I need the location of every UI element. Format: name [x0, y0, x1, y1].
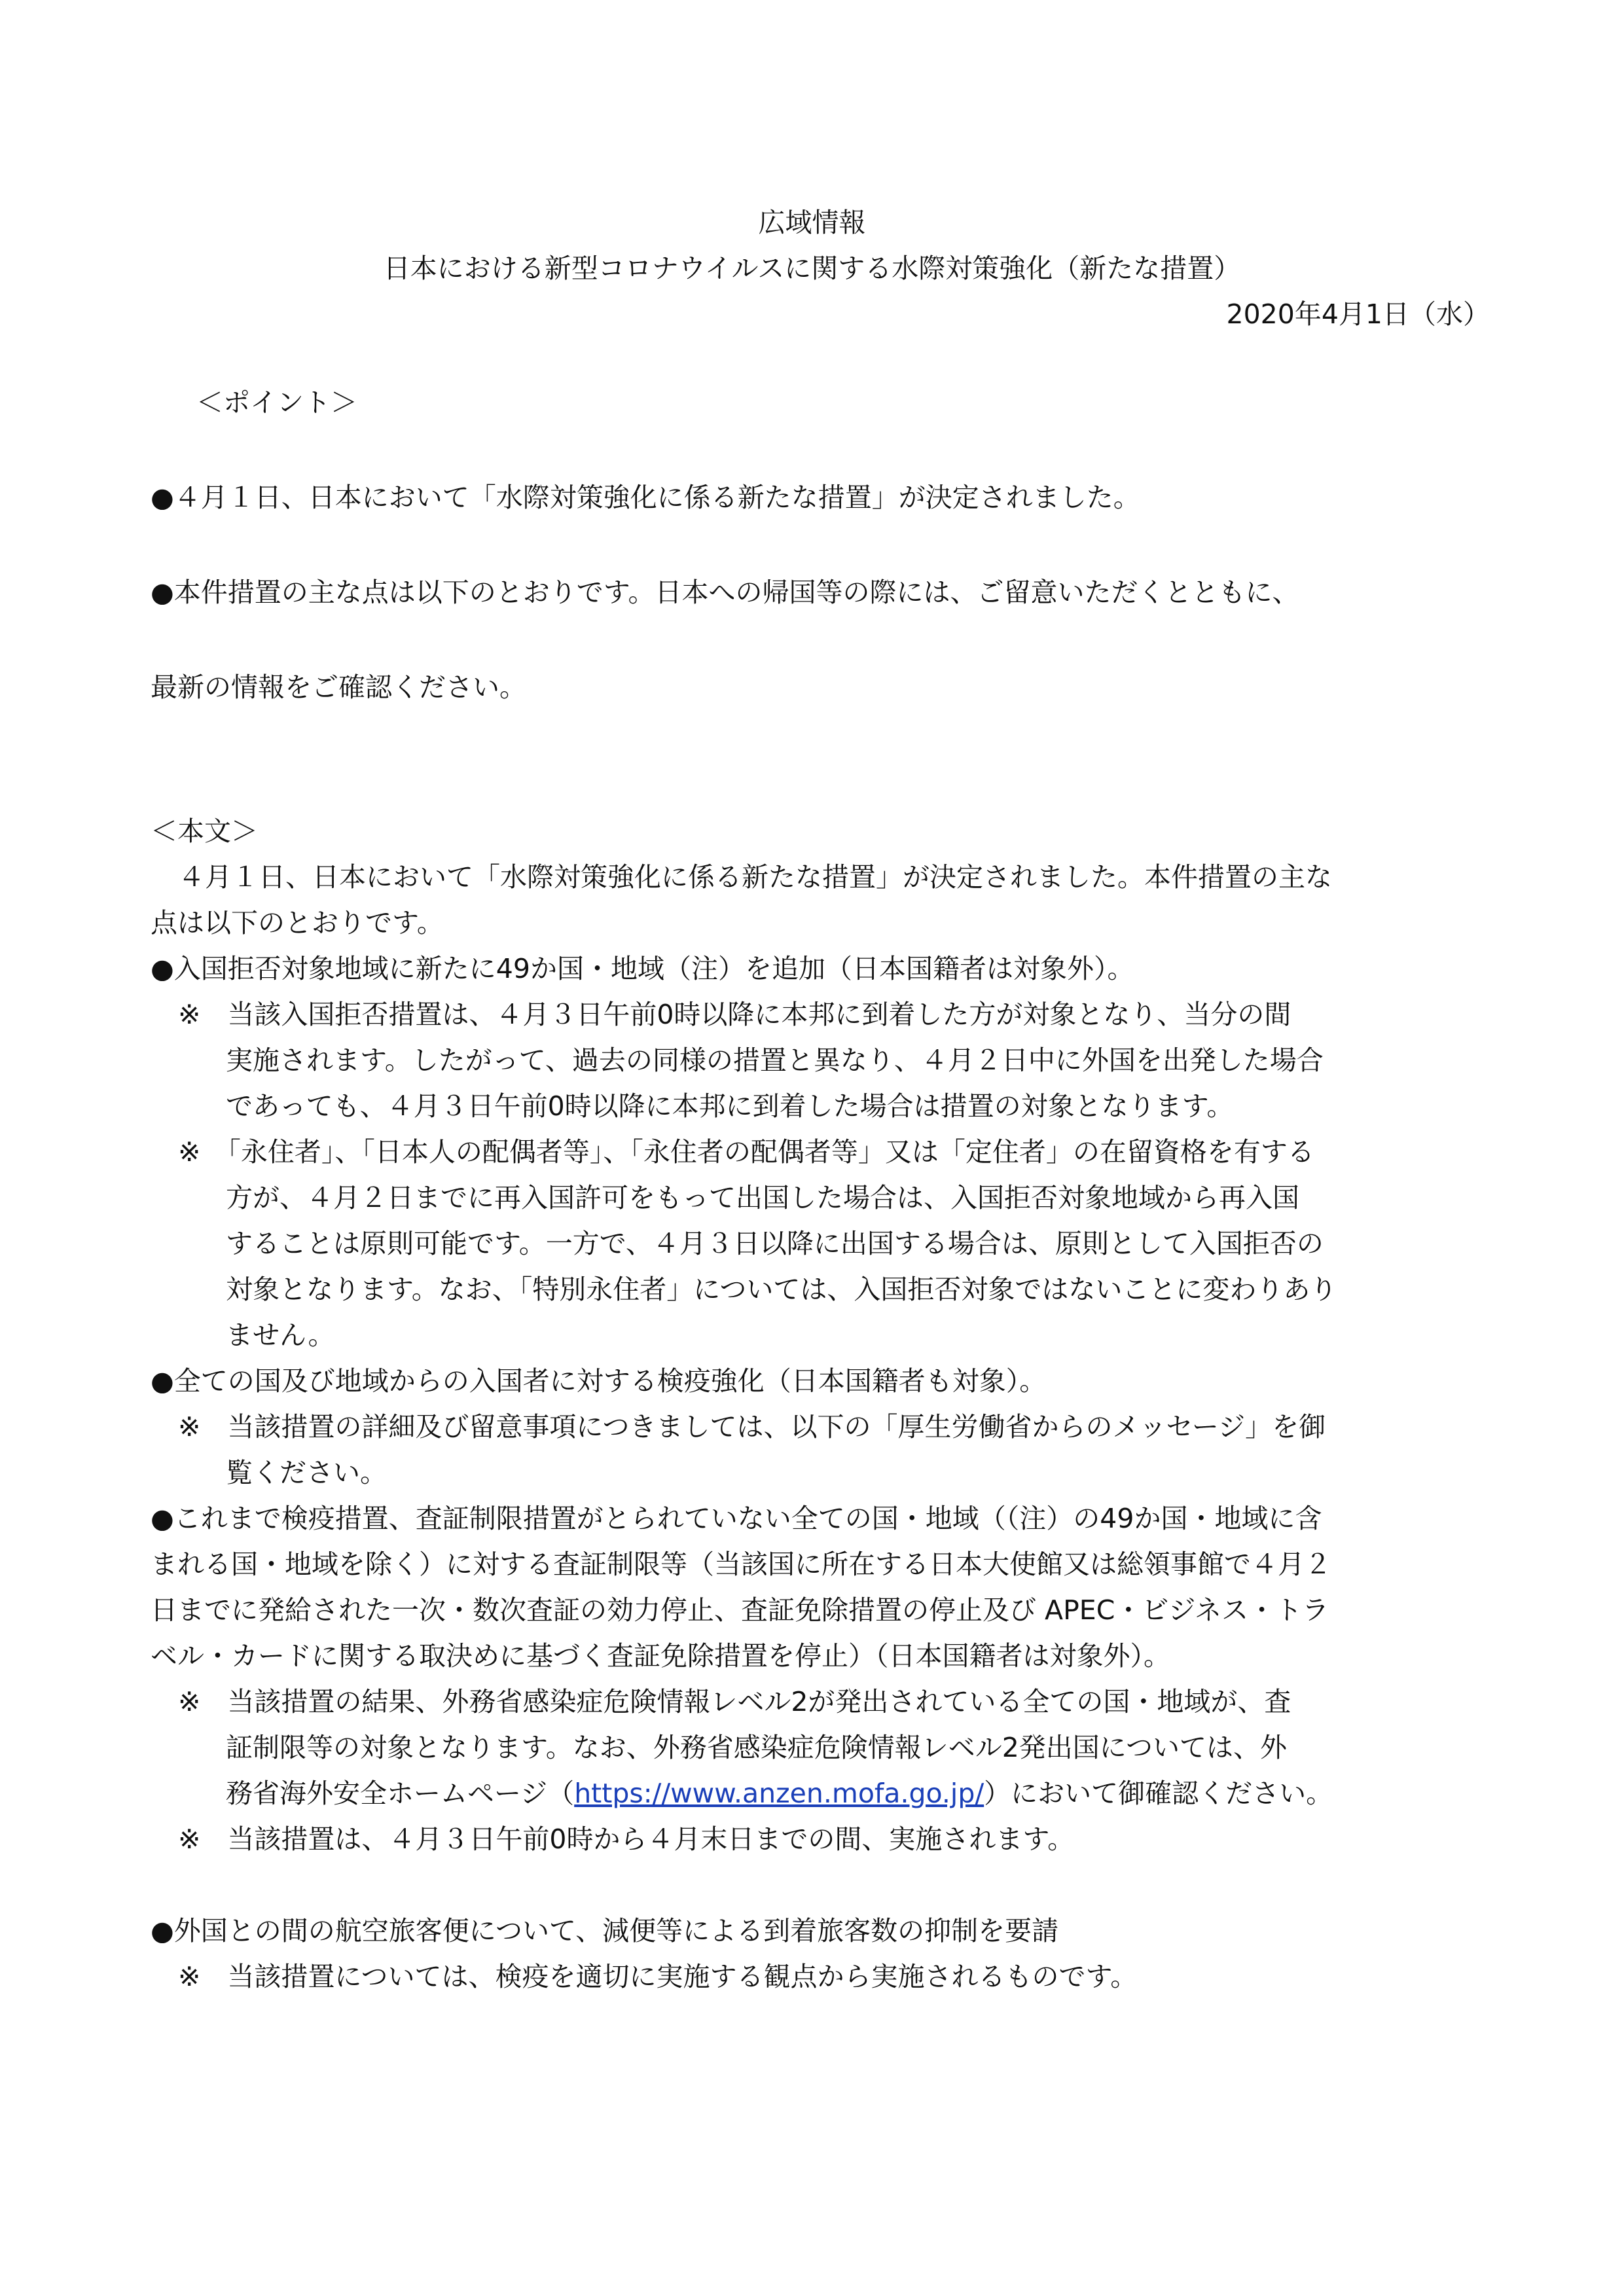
section-4-bullet: ●外国との間の航空旅客便について、減便等による到着旅客数の抑制を要請: [151, 1915, 1059, 1946]
section-2-bullet: ●全ての国及び地域からの入国者に対する検疫強化（日本国籍者も対象）。: [151, 1365, 1047, 1397]
points-item-1: ●４月１日、日本において「水際対策強化に係る新たな措置」が決定されました。: [151, 482, 1140, 513]
section-3-note-2: ※ 当該措置は、４月３日午前0時から４月末日までの間、実施されます。: [178, 1823, 1075, 1855]
document-category: 広域情報: [758, 207, 866, 238]
section-1-note-2-cont: ません。: [226, 1319, 335, 1351]
section-1-note-1: ※ 当該入国拒否措置は、４月３日午前0時以降に本邦に到着した方が対象となり、当分の間: [178, 999, 1291, 1030]
section-3-note-1-cont: [226, 1777, 1333, 1810]
document-title: 日本における新型コロナウイルスに関する水際対策強化（新たな措置）: [383, 253, 1241, 284]
section-3-note-1-text: 務省海外安全ホームページ（: [226, 1778, 575, 1809]
points-heading: ＜ポイント＞: [196, 387, 357, 418]
body-intro-line: 点は以下のとおりです。: [151, 907, 444, 939]
points-item-2: ●本件措置の主な点は以下のとおりです。日本への帰国等の際には、ご留意いただくとともに、: [151, 577, 1299, 608]
section-3-bullet-cont: ベル・カードに関する取決めに基づく査証免除措置を停止）（日本国籍者は対象外）。: [151, 1640, 1170, 1672]
section-1-note-2-cont: することは原則可能です。一方で、４月３日以降に出国する場合は、原則として入国拒否の: [226, 1228, 1324, 1259]
document-date: 2020年4月1日（水）: [1226, 298, 1490, 330]
section-1-note-2-cont: 方が、４月２日までに再入国許可をもって出国した場合は、入国拒否対象地域から再入国: [226, 1182, 1299, 1213]
section-2-note-1-cont: 覧ください。: [226, 1457, 387, 1488]
section-4-note-1: ※ 当該措置については、検疫を適切に実施する観点から実施されるものです。: [178, 1961, 1138, 1992]
section-3-bullet-cont: 日までに発給された一次・数次査証の効力停止、査証免除措置の停止及び APEC・ビジネス・トラ: [151, 1594, 1329, 1626]
section-1-note-2: ※ 「永住者」、「日本人の配偶者等」、「永住者の配偶者等」又は「定住者」の在留資格を有する: [178, 1136, 1314, 1168]
section-3-bullet: ●これまで検疫措置、査証制限措置がとられていない全ての国・地域（（注）の49か国・地域に含: [151, 1503, 1322, 1534]
section-1-note-1-cont: であっても、４月３日午前0時以降に本邦に到着した場合は措置の対象となります。: [226, 1090, 1234, 1122]
section-3-note-1: ※ 当該措置の結果、外務省感染症危険情報レベル2が発出されている全ての国・地域が、査: [178, 1686, 1291, 1717]
section-2-note-1: ※ 当該措置の詳細及び留意事項につきましては、以下の「厚生労働省からのメッセージ」を御: [178, 1411, 1326, 1443]
section-3-note-1-cont: 証制限等の対象となります。なお、外務省感染症危険情報レベル2発出国については、外: [226, 1732, 1287, 1763]
anzen-mofa-link[interactable]: https://www.anzen.mofa.go.jp/: [574, 1778, 984, 1809]
section-1-bullet: ●入国拒否対象地域に新たに49か国・地域（注）を追加（日本国籍者は対象外）。: [151, 953, 1134, 984]
section-3-note-1-text: ）において御確認ください。: [984, 1778, 1333, 1809]
points-item-2-cont: 最新の情報をご確認ください。: [151, 672, 526, 703]
section-3-bullet-cont: まれる国・地域を除く）に対する査証制限等（当該国に所在する日本大使館又は総領事館で４月２: [151, 1549, 1331, 1580]
section-1-note-1-cont: 実施されます。したがって、過去の同様の措置と異なり、４月２日中に外国を出発した場合: [226, 1045, 1324, 1076]
body-heading: ＜本文＞: [151, 816, 258, 847]
section-1-note-2-cont: 対象となります。なお、「特別永住者」については、入国拒否対象ではないことに変わりあり: [226, 1274, 1337, 1305]
body-intro-line: ４月１日、日本において「水際対策強化に係る新たな措置」が決定されました。本件措置の主な: [178, 861, 1332, 893]
